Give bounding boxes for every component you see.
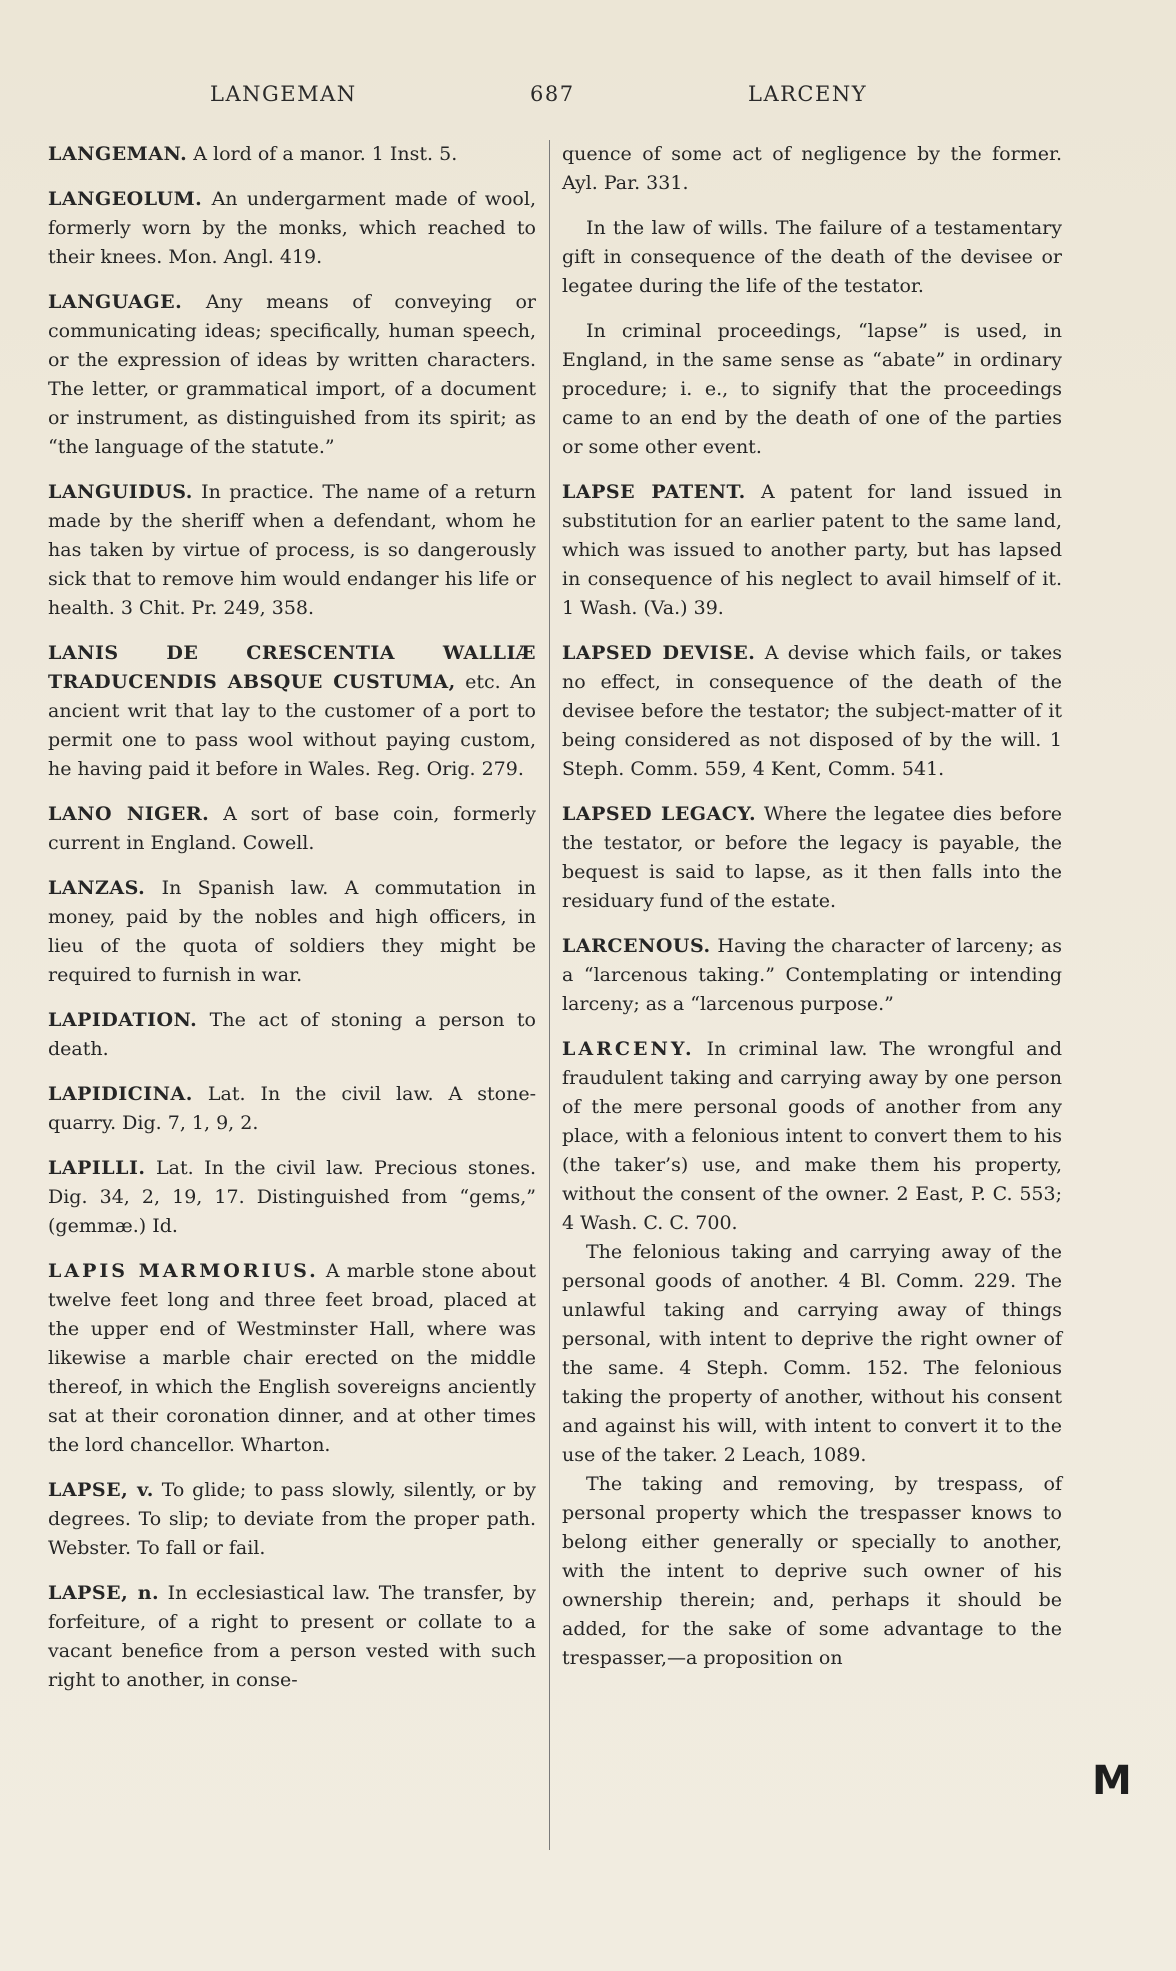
page-number: 687 bbox=[530, 82, 575, 106]
entry-lapsed-legacy bbox=[562, 800, 1062, 916]
headword: LAPSE, n. bbox=[48, 1582, 160, 1604]
header-left-guideword: LANGEMAN bbox=[210, 82, 357, 106]
entry-lanis-de-crescentia bbox=[48, 639, 536, 784]
entry-lapse-criminal bbox=[562, 317, 1062, 462]
entry-lapilli bbox=[48, 1154, 536, 1241]
headword: LAPIS MARMORIUS. bbox=[48, 1260, 319, 1282]
headword: LARCENOUS. bbox=[562, 935, 711, 957]
definition: Lat. In the civil law. Precious stones. Dig. 34, 2, 19, 17. Distinguished from “gems,” (gemmæ.) Id. bbox=[48, 1157, 536, 1237]
definition: Any means of conveying or communicating ideas; specifically, human speech, or the expression of ideas by written characters. The letter, or grammatical import, of a document or instrument, as distinguished from its spirit; as “the language of the statute.” bbox=[48, 291, 536, 458]
definition: A marble stone about twelve feet long and three feet broad, placed at the upper end of Westminster Hall, where was likewise a marble chair erected on the middle thereof, in which the English sovereigns anciently sat at their coronation dinner, and at other times the lord chancellor. Wharton. bbox=[48, 1260, 536, 1456]
headword: LANGEMAN. bbox=[48, 143, 188, 165]
entry-langeman bbox=[48, 140, 536, 169]
entry-lapse-patent bbox=[562, 478, 1062, 623]
definition: In ecclesiastical law. The transfer, by forfeiture, of a right to present or collate to a vacant benefice from a person vested with such right to another, in conse- bbox=[48, 1582, 536, 1691]
definition: A patent for land issued in substitution for an earlier patent to the same land, which was issued to another party, but has lapsed in consequence of his neglect to avail himself of it. 1 Wash. (Va.) 39. bbox=[562, 481, 1063, 619]
entry-lapsed-devise bbox=[562, 639, 1062, 784]
definition: The taking and removing, by trespass, of personal property which the trespasser knows to belong either generally or specially to another, with the intent to deprive such owner of his ownership therein; and, perhaps it should be added, for the sake of some advantage to the trespasser,—a proposition on bbox=[562, 1473, 1062, 1669]
headword: LANO NIGER. bbox=[48, 803, 210, 825]
left-column bbox=[48, 140, 536, 1711]
entry-lapidation bbox=[48, 1006, 536, 1064]
definition: etc. An ancient writ that lay to the customer of a port to permit one to pass wool without paying custom, he having paid it before in Wales. Reg. Orig. 279. bbox=[48, 671, 536, 780]
headword: LAPIDATION. bbox=[48, 1009, 198, 1031]
entry-langeolum bbox=[48, 185, 536, 272]
headword: LAPILLI. bbox=[48, 1157, 146, 1179]
entry-languidus bbox=[48, 478, 536, 623]
entry-lapis-marmorius bbox=[48, 1257, 536, 1460]
entry-larceny-para-3 bbox=[562, 1470, 1062, 1673]
definition: Where the legatee dies before the testator, or before the legacy is payable, the bequest is said to lapse, as it then falls into the residuary fund of the estate. bbox=[562, 803, 1063, 912]
thumb-index-tab: M bbox=[1092, 1758, 1132, 1804]
definition: Having the character of larceny; as a “larcenous taking.” Contemplating or intending larceny; as a “larcenous purpose.” bbox=[562, 935, 1062, 1015]
entry-larcenous bbox=[562, 932, 1062, 1019]
entry-lapse-noun bbox=[48, 1579, 536, 1695]
definition: quence of some act of negligence by the former. Ayl. Par. 331. bbox=[562, 143, 1062, 194]
right-column bbox=[562, 140, 1062, 1673]
headword: LAPSE PATENT. bbox=[562, 481, 746, 503]
entry-lapse-wills bbox=[562, 214, 1062, 301]
headword: LANZAS. bbox=[48, 877, 146, 899]
header-right-guideword: LARCENY bbox=[748, 82, 868, 106]
entry-larceny-para-2 bbox=[562, 1238, 1062, 1470]
headword: LANGUAGE. bbox=[48, 291, 183, 313]
entry-language bbox=[48, 288, 536, 462]
entry-lapse-verb bbox=[48, 1476, 536, 1563]
definition: A sort of base coin, formerly current in England. Cowell. bbox=[48, 803, 536, 854]
definition: In criminal law. The wrongful and fraudulent taking and carrying away by one person of the mere personal goods of another from any place, with a felonious intent to convert them to his (the taker’s) use, and make them his property, without the consent of the owner. 2 East, P. C. 553; 4 Wash. C. C. 700. bbox=[562, 1038, 1062, 1234]
headword: LAPSE, v. bbox=[48, 1479, 154, 1501]
definition: An undergarment made of wool, formerly worn by the monks, which reached to their knees. Mon. Angl. 419. bbox=[48, 188, 536, 268]
definition: To glide; to pass slowly, silently, or by degrees. To slip; to deviate from the proper path. Webster. To fall or fail. bbox=[48, 1479, 536, 1559]
definition: In criminal proceedings, “lapse” is used, in England, in the same sense as “abate” in ordinary procedure; i. e., to signify that the proceedings came to an end by the death of one of the parties or some other event. bbox=[562, 320, 1062, 458]
definition: The felonious taking and carrying away of the personal goods of another. 4 Bl. Comm. 229. The unlawful taking and carrying away of things personal, with intent to deprive the right owner of the same. 4 Steph. Comm. 152. The felonious taking the property of another, without his consent and against his will, with intent to convert it to the use of the taker. 2 Leach, 1089. bbox=[562, 1241, 1062, 1466]
definition: In Spanish law. A commutation in money, paid by the nobles and high officers, in lieu of the quota of soldiers they might be required to furnish in war. bbox=[48, 877, 536, 986]
definition: Lat. In the civil law. A stone-quarry. Dig. 7, 1, 9, 2. bbox=[48, 1083, 536, 1134]
running-header bbox=[0, 82, 1176, 112]
entry-lano-niger bbox=[48, 800, 536, 858]
headword: LANIS DE CRESCENTIA WALLIÆ TRADUCENDIS ABSQUE CUSTUMA, bbox=[48, 642, 536, 693]
headword: LANGUIDUS. bbox=[48, 481, 193, 503]
definition: In the law of wills. The failure of a testamentary gift in consequence of the death of the devisee or legatee during the life of the testator. bbox=[562, 217, 1062, 297]
entry-lapidicina bbox=[48, 1080, 536, 1138]
definition: A lord of a manor. 1 Inst. 5. bbox=[187, 143, 458, 165]
headword: LAPIDICINA. bbox=[48, 1083, 193, 1105]
definition: The act of stoning a person to death. bbox=[48, 1009, 536, 1060]
entry-lanzas bbox=[48, 874, 536, 990]
headword: LAPSED DEVISE. bbox=[562, 642, 756, 664]
headword: LARCENY. bbox=[562, 1038, 695, 1060]
headword: LAPSED LEGACY. bbox=[562, 803, 757, 825]
entry-lapse-noun-continued bbox=[562, 140, 1062, 198]
definition: In practice. The name of a return made by the sheriff when a defendant, whom he has taken by virtue of process, is so dangerously sick that to remove him would endanger his life or health. 3 Chit. Pr. 249, 358. bbox=[48, 481, 536, 619]
definition: A devise which fails, or takes no effect, in consequence of the death of the devisee before the testator; the subject-matter of it being considered as not disposed of by the will. 1 Steph. Comm. 559, 4 Kent, Comm. 541. bbox=[562, 642, 1062, 780]
headword: LANGEOLUM. bbox=[48, 188, 203, 210]
entry-larceny bbox=[562, 1035, 1062, 1238]
column-divider bbox=[549, 140, 550, 1850]
